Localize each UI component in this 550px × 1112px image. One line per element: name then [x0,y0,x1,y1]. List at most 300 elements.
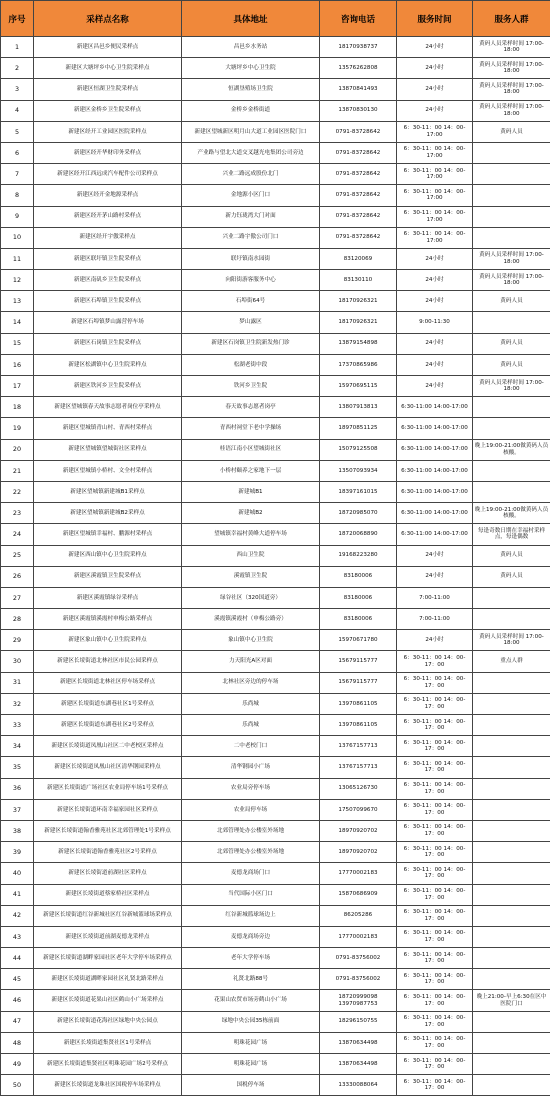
cell-site-name: 新建区经开华财印务采样点 [34,142,182,163]
cell-service-group: 黄码人员采样时间 17:00-18:00 [473,100,550,121]
table-row [1,58,550,79]
cell-address: 西山卫生院 [182,545,320,566]
cell-site-name: 新建区金桥乡卫生院采样点 [34,100,182,121]
cell-service-group: 晚上19:00-21:00做黄码人员核酸。 [473,439,550,460]
cell-site-name: 新建区长堎街道环南幸福家园社区采样点 [34,799,182,820]
cell-phone: 0791-83728642 [320,164,397,185]
cell-site-name: 新建区经开宇傲采样点 [34,227,182,248]
cell-site-name: 新建区长堎街道前湖麦德龙采样点 [34,926,182,947]
cell-site-name: 新建区石埠镇梦山露营停车场 [34,312,182,333]
header-phone: 咨询电话 [320,1,397,37]
cell-service-group: 黄码人员采样时间 17:00-18:00 [473,270,550,291]
cell-phone: 86205286 [320,905,397,926]
cell-address: 大塘坪乡中心卫生院 [182,58,320,79]
cell-service-time: 24小时 [397,100,473,121]
cell-phone: 0791-83728642 [320,206,397,227]
cell-service-time: 24小时 [397,291,473,312]
cell-service-time: 24小时 [397,566,473,587]
cell-site-name: 新建区联圩镇卫生院采样点 [34,248,182,269]
cell-service-time: 9:00-11:30 [397,312,473,333]
table-row [1,778,550,799]
cell-address: 新建城B2 [182,503,320,524]
cell-address: 绿地中央公园35栋前面 [182,1011,320,1032]
cell-address: 北郊管理处办公楼室外场地 [182,820,320,841]
cell-phone: 18970851125 [320,418,397,439]
cell-service-time: 24小时 [397,58,473,79]
cell-site-name: 新建区长堎街道集贤社区明珠花园广场2号采样点 [34,1054,182,1075]
cell-phone: 83180006 [320,566,397,587]
cell-phone: 0791-83728642 [320,227,397,248]
cell-address: 麦德龙商场门口 [182,863,320,884]
cell-service-group [473,397,550,418]
cell-address: 力天阳光A区对面 [182,651,320,672]
cell-site-name: 新建区长堎街道花果山社区鹤山小广场采样点 [34,990,182,1011]
cell-address: 新建城B1 [182,481,320,502]
cell-address: 兴业二路远成股份北门 [182,164,320,185]
cell-service-time: 6：30-11：00 14：00-17：00 [397,693,473,714]
cell-service-group [473,842,550,863]
cell-site-name: 新建区长堎街道集贤社区1号采样点 [34,1032,182,1053]
table-row [1,969,550,990]
header-service-group: 服务人群 [473,1,550,37]
table-row [1,291,550,312]
table-row [1,863,550,884]
table-row [1,376,550,397]
cell-service-group [473,799,550,820]
table-row [1,37,550,58]
cell-site-name: 新建区长堎街道花海社区绿地中央公园点 [34,1011,182,1032]
cell-index: 5 [1,121,34,142]
cell-service-group [473,481,550,502]
cell-index: 8 [1,185,34,206]
cell-service-group [473,736,550,757]
cell-service-group [473,948,550,969]
cell-site-name: 新建区长堎街道凤凰山社区清华钢园采样点 [34,757,182,778]
cell-service-time: 24小时 [397,333,473,354]
table-row [1,185,550,206]
cell-service-group [473,905,550,926]
cell-phone: 13879154898 [320,333,397,354]
cell-phone: 0791-83756002 [320,948,397,969]
cell-service-group [473,185,550,206]
table-row [1,354,550,375]
cell-address: 小桥村颐养之家地下一层 [182,460,320,481]
header-site-name: 采样点名称 [34,1,182,37]
cell-site-name: 新建区经开金地源采样点 [34,185,182,206]
cell-phone: 13330088064 [320,1075,397,1096]
cell-service-group [473,609,550,630]
cell-site-name: 新建区经开江西远成汽车配件公司采样点 [34,164,182,185]
cell-service-group [473,418,550,439]
table-row [1,439,550,460]
cell-index: 39 [1,842,34,863]
cell-phone: 15679115777 [320,672,397,693]
cell-phone: 13507093934 [320,460,397,481]
cell-index: 21 [1,460,34,481]
cell-site-name: 新建区恒湖卫生院采样点 [34,79,182,100]
cell-service-time: 6：30-11：00 14：00-17：00 [397,820,473,841]
cell-service-time: 6：30-11：00 14：00-17:00 [397,164,473,185]
cell-site-name: 新建区昌邑乡便民采样点 [34,37,182,58]
cell-service-time: 6：30-11：00 14：00-17：00 [397,863,473,884]
cell-service-time: 24小时 [397,354,473,375]
cell-service-group [473,672,550,693]
cell-site-name: 新建区长堎街道翰香雅苑社区北郊管理处1号采样点 [34,820,182,841]
cell-phone: 13065126730 [320,778,397,799]
cell-index: 37 [1,799,34,820]
table-row [1,630,550,651]
table-row [1,736,550,757]
cell-phone: 17770002183 [320,863,397,884]
table-row [1,990,550,1011]
cell-site-name: 新建区长堎街道湖畔家园社区礼贤北路采样点 [34,969,182,990]
cell-site-name: 新建区长堎街道凤凰山社区二中老校区采样点 [34,736,182,757]
cell-site-name: 新建区大塘坪乡中心卫生院采样点 [34,58,182,79]
cell-phone: 0791-83756002 [320,969,397,990]
table-row [1,715,550,736]
cell-phone: 18720985070 [320,503,397,524]
cell-address: 清华钢园小广场 [182,757,320,778]
cell-service-time: 24小时 [397,37,473,58]
cell-service-time: 6：30-11：00 14：00-17:00 [397,121,473,142]
cell-address: 向阳街游客服务中心 [182,270,320,291]
cell-service-group: 黄码人员 [473,566,550,587]
cell-service-time: 6：30-11：00 14：00-17：00 [397,736,473,757]
cell-site-name: 新建区长堎街道前湖社区采样点 [34,863,182,884]
cell-service-group [473,587,550,608]
cell-index: 40 [1,863,34,884]
table-row [1,884,550,905]
cell-phone: 18170926321 [320,291,397,312]
cell-address: 兴业二路宇傲公司门口 [182,227,320,248]
cell-service-group: 重点人群 [473,651,550,672]
cell-address: 绿谷社区（320国道旁） [182,587,320,608]
cell-phone: 13870830130 [320,100,397,121]
cell-index: 12 [1,270,34,291]
cell-service-time: 6：30-11：00 14：00-17：00 [397,1054,473,1075]
cell-phone: 18970920702 [320,842,397,863]
cell-service-time: 24小时 [397,79,473,100]
cell-service-group [473,1054,550,1075]
table-row [1,926,550,947]
cell-index: 42 [1,905,34,926]
cell-service-group: 黄码人员 [473,121,550,142]
cell-index: 38 [1,820,34,841]
cell-address: 新力钰珑湾大门对面 [182,206,320,227]
cell-service-time: 6：30-11：00 14：00-17：00 [397,651,473,672]
cell-site-name: 新建区长堎街道北林社区停车场采样点 [34,672,182,693]
cell-site-name: 新建区长堎街道湖畔家园社区老年大学停车场采样点 [34,948,182,969]
cell-index: 28 [1,609,34,630]
cell-address: 花果山农贸市场旁鹤山小广场 [182,990,320,1011]
cell-site-name: 新建区长堎街道东湖巷社区1号采样点 [34,693,182,714]
cell-address: 国税停车场 [182,1075,320,1096]
cell-phone: 13870841493 [320,79,397,100]
cell-phone: 13807913813 [320,397,397,418]
cell-address: 恒湖垦殖场卫生院 [182,79,320,100]
table-row [1,799,550,820]
cell-address: 溪霞镇卫生院 [182,566,320,587]
cell-index: 11 [1,248,34,269]
cell-phone: 18720068890 [320,524,397,545]
cell-site-name: 新建区经开茅山路村采样点 [34,206,182,227]
table-row [1,333,550,354]
table-row [1,545,550,566]
cell-index: 23 [1,503,34,524]
cell-service-time: 6：30-11：00 14：00-17：00 [397,1075,473,1096]
cell-phone: 0791-83728642 [320,142,397,163]
cell-service-group: 黄码人员 [473,291,550,312]
cell-service-time: 6：30-11：00 14：00-17:00 [397,227,473,248]
table-row [1,206,550,227]
cell-phone: 13870634498 [320,1054,397,1075]
table-row [1,481,550,502]
cell-address: 乐尚城 [182,693,320,714]
cell-address: 金地源小区门口 [182,185,320,206]
cell-address: 老年大学停车场 [182,948,320,969]
cell-service-group [473,884,550,905]
cell-service-time: 6:30-11:00 14:00-17:00 [397,460,473,481]
cell-service-time: 6：30-11：00 14：00-17:00 [397,206,473,227]
table-row [1,651,550,672]
cell-index: 16 [1,354,34,375]
cell-service-group [473,460,550,481]
cell-service-group [473,820,550,841]
cell-service-time: 24小时 [397,545,473,566]
cell-site-name: 新建区长堎街道红谷新城社区红谷新城篮球场采样点 [34,905,182,926]
header-service-time: 服务时间 [397,1,473,37]
cell-service-time: 6:30-11:00 14:00-17:00 [397,503,473,524]
cell-service-group [473,715,550,736]
cell-service-group [473,206,550,227]
cell-address: 麦德龙商场旁边 [182,926,320,947]
cell-address: 北林社区旁边的停车场 [182,672,320,693]
cell-index: 25 [1,545,34,566]
cell-service-time: 6：30-11：00 14：00-17：00 [397,990,473,1011]
table-row [1,100,550,121]
cell-service-time: 6：30-11：00 14：00-17：00 [397,1032,473,1053]
cell-phone: 83120069 [320,248,397,269]
cell-phone: 13576262808 [320,58,397,79]
cell-phone: 15970671780 [320,630,397,651]
cell-site-name: 新建区溪霞镇溪霞村申梅公路采样点 [34,609,182,630]
cell-service-time: 6:30-11:00 14:00-17:00 [397,439,473,460]
cell-index: 44 [1,948,34,969]
cell-index: 41 [1,884,34,905]
cell-phone: 15679115777 [320,651,397,672]
cell-address: 石埠街64号 [182,291,320,312]
cell-site-name: 新建区松湖镇中心卫生院采样点 [34,354,182,375]
cell-site-name: 新建区望城镇望城街社区采样点 [34,439,182,460]
cell-service-group [473,969,550,990]
cell-phone: 18970920702 [320,820,397,841]
cell-index: 29 [1,630,34,651]
cell-index: 24 [1,524,34,545]
cell-address: 松湖老街中段 [182,354,320,375]
cell-address: 金桥乡金桥街道 [182,100,320,121]
table-row [1,248,550,269]
cell-service-group [473,1011,550,1032]
cell-address: 产业路与望北大道交叉越光电集团公司旁边 [182,142,320,163]
cell-index: 4 [1,100,34,121]
cell-site-name: 新建区望城镇小桥村、文全村采样点 [34,460,182,481]
cell-index: 30 [1,651,34,672]
cell-phone: 18397161015 [320,481,397,502]
cell-service-group: 黄码人员 [473,354,550,375]
cell-phone: 17507099670 [320,799,397,820]
cell-service-time: 7:00-11:00 [397,609,473,630]
table-row [1,121,550,142]
cell-site-name: 新建区经开工业园区医院采样点 [34,121,182,142]
cell-site-name: 新建区长堎街道蔡家桥社区采样点 [34,884,182,905]
cell-address: 礼贤北路88号 [182,969,320,990]
table-row [1,460,550,481]
cell-phone: 15870686909 [320,884,397,905]
cell-site-name: 新建区望城镇春天故事志愿者岗位亭采样点 [34,397,182,418]
cell-address: 二中老校门口 [182,736,320,757]
table-row [1,587,550,608]
table-row [1,164,550,185]
cell-site-name: 新建区长堎街道北林社区市民公园采样点 [34,651,182,672]
table-row [1,397,550,418]
cell-phone: 18170938737 [320,37,397,58]
cell-index: 32 [1,693,34,714]
cell-address: 北郊管理处办公楼室外场地 [182,842,320,863]
cell-service-group: 黄码人员采样时间 17:00-18:00 [473,376,550,397]
table-row [1,142,550,163]
cell-index: 36 [1,778,34,799]
cell-service-time: 24小时 [397,270,473,291]
cell-service-group: 黄码人员采样时间 17:00-18:00 [473,248,550,269]
cell-site-name: 新建区溪霞镇卫生院采样点 [34,566,182,587]
header-address: 具体地址 [182,1,320,37]
table-row [1,1011,550,1032]
cell-index: 17 [1,376,34,397]
cell-service-group: 黄码人员 [473,545,550,566]
cell-index: 49 [1,1054,34,1075]
cell-site-name: 新建区石埠镇卫生院采样点 [34,291,182,312]
cell-service-group [473,164,550,185]
cell-phone: 17370865986 [320,354,397,375]
cell-service-time: 6：30-11：00 14：00-17:00 [397,185,473,206]
cell-index: 50 [1,1075,34,1096]
cell-index: 31 [1,672,34,693]
cell-site-name: 新建区石岗镇卫生院采样点 [34,333,182,354]
cell-service-time: 6:30-11:00 14:00-17:00 [397,481,473,502]
cell-service-time: 6：30-11：00 14：00-17：00 [397,1011,473,1032]
table-row [1,312,550,333]
cell-service-group: 黄码人员采样时间 17:00-18:00 [473,79,550,100]
cell-phone: 83180006 [320,609,397,630]
cell-site-name: 新建区望城镇青山村、青西村采样点 [34,418,182,439]
cell-service-group: 黄码人员采样时间 17:00-18:00 [473,58,550,79]
cell-index: 35 [1,757,34,778]
cell-service-time: 6:30-11:00 14:00-17:00 [397,418,473,439]
cell-service-group: 晚上19:00-21:00做黄码人员核酸。 [473,503,550,524]
cell-index: 20 [1,439,34,460]
table-row [1,79,550,100]
cell-site-name: 新建区溪霞镇绿谷采样点 [34,587,182,608]
cell-address: 明珠花园广场 [182,1054,320,1075]
cell-address: 新建区望城新区明月山大道工业园区医院门口 [182,121,320,142]
cell-address: 春天故事志愿者岗亭 [182,397,320,418]
cell-service-group: 晚上21:00-早上6:30在区中医院门口 [473,990,550,1011]
cell-service-time: 6：30-11：00 14：00-17：00 [397,969,473,990]
table-row [1,524,550,545]
cell-site-name: 新建区望城镇新建城B1采样点 [34,481,182,502]
cell-address: 青西村祠堂下老中学操场 [182,418,320,439]
cell-address: 望城镇幸福村黄峰大道停车场 [182,524,320,545]
cell-phone: 13767157713 [320,736,397,757]
cell-address: 红谷新城篮球场边上 [182,905,320,926]
cell-site-name: 新建区长堎街道龙珠社区国税停车场采样点 [34,1075,182,1096]
cell-phone: 13870634498 [320,1032,397,1053]
cell-address: 新建区石岗镇卫生院新发热门诊 [182,333,320,354]
cell-service-group [473,926,550,947]
cell-service-time: 6：30-11：00 14：00-17：00 [397,778,473,799]
cell-phone: 17770002183 [320,926,397,947]
cell-service-group: 黄码人员采样时间 17:00-18:00 [473,37,550,58]
cell-service-time: 6：30-11：00 14：00-17：00 [397,715,473,736]
cell-index: 48 [1,1032,34,1053]
cell-index: 34 [1,736,34,757]
cell-address: 当代国际小区门口 [182,884,320,905]
cell-service-group [473,1032,550,1053]
cell-service-group: 黄码人员采样时间 17:00-18:00 [473,630,550,651]
cell-service-time: 6：30-11：00 14：00-17：00 [397,926,473,947]
cell-phone: 19168223280 [320,545,397,566]
cell-phone: 13970861105 [320,715,397,736]
table-row [1,842,550,863]
cell-address: 联圩镇南水园街 [182,248,320,269]
cell-service-time: 24小时 [397,630,473,651]
cell-service-group [473,778,550,799]
cell-index: 18 [1,397,34,418]
cell-address: 象山镇中心卫生院 [182,630,320,651]
cell-index: 7 [1,164,34,185]
cell-index: 3 [1,79,34,100]
cell-address: 农业局旁停车场 [182,778,320,799]
cell-phone: 18170926321 [320,312,397,333]
table-row [1,693,550,714]
cell-site-name: 新建区南矶乡卫生院采样点 [34,270,182,291]
cell-index: 45 [1,969,34,990]
cell-index: 22 [1,481,34,502]
table-row [1,820,550,841]
cell-site-name: 新建区铁河乡卫生院采样点 [34,376,182,397]
table-row [1,672,550,693]
table-row [1,905,550,926]
cell-address: 桂语江南小区望城街社区 [182,439,320,460]
table-row [1,227,550,248]
cell-service-time: 6:30-11:00 14:00-17:00 [397,524,473,545]
cell-phone: 18296150755 [320,1011,397,1032]
cell-address: 明珠花园广场 [182,1032,320,1053]
cell-index: 47 [1,1011,34,1032]
cell-phone: 13767157713 [320,757,397,778]
cell-site-name: 新建区象山镇中心卫生院采样点 [34,630,182,651]
table-header-row [1,1,550,37]
cell-phone: 83180006 [320,587,397,608]
table-row [1,1032,550,1053]
table-row [1,418,550,439]
cell-phone: 15970695115 [320,376,397,397]
table-row [1,1054,550,1075]
cell-index: 13 [1,291,34,312]
cell-index: 15 [1,333,34,354]
cell-service-group: 黄码人员 [473,333,550,354]
header-index: 序号 [1,1,34,37]
